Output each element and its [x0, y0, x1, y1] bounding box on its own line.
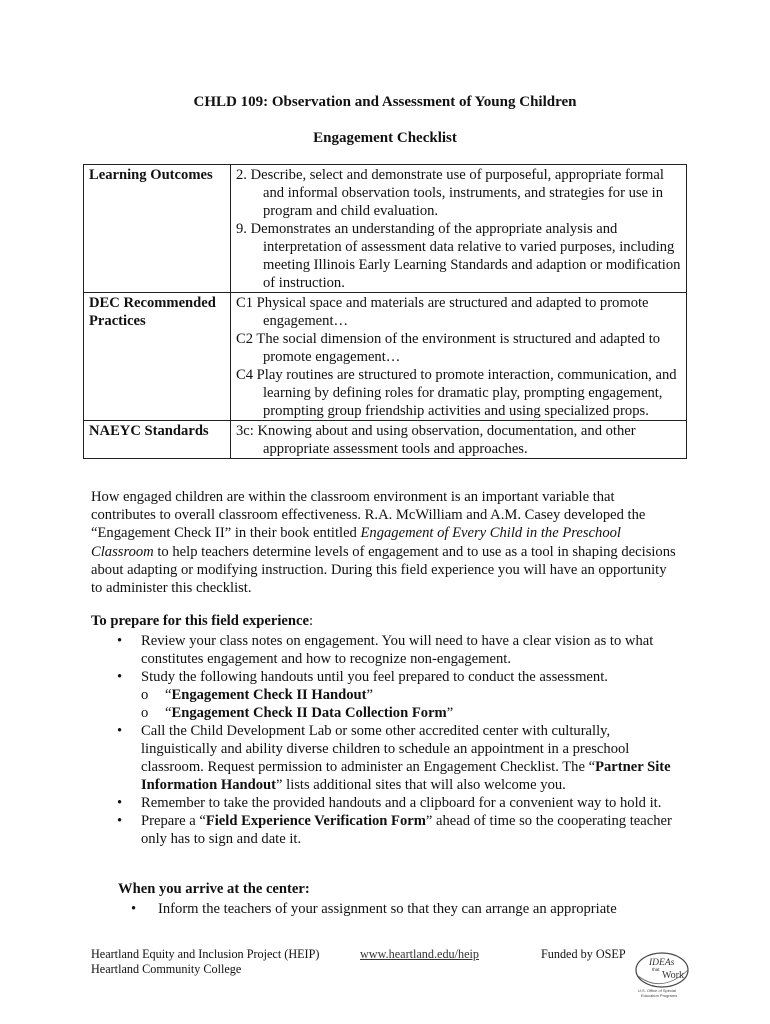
footer-project: Heartland Equity and Inclusion Project (HEIP) — [91, 947, 320, 961]
ideas-logo-icon — [632, 950, 692, 1000]
svg-text:Work: Work — [662, 970, 684, 981]
list-item: • Inform the teachers of your assignment so that they can arrange an appropriate — [131, 901, 617, 917]
footer-link[interactable]: www.heartland.edu/heip — [360, 947, 480, 961]
svg-text:U.S. Office of Special: U.S. Office of Special — [638, 988, 676, 993]
handout-list — [141, 686, 687, 722]
row-content — [231, 165, 687, 293]
bullet-icon: • — [131, 901, 137, 917]
document-subtitle: Engagement Checklist — [313, 130, 457, 146]
row-label: NAEYC Standards — [84, 421, 231, 459]
arrive-list — [131, 900, 671, 918]
table-row — [84, 165, 687, 293]
prepare-list — [117, 632, 687, 848]
bullet-icon: • — [117, 723, 123, 739]
svg-text:Education Programs: Education Programs — [641, 993, 678, 998]
bullet-icon: • — [117, 669, 123, 685]
standards-table — [83, 164, 687, 459]
row-label: DEC Recommended Practices — [84, 293, 231, 421]
circle-bullet-icon: o — [141, 687, 149, 703]
book-title: Engagement of Every Child in the Preschool Classroom — [91, 525, 621, 560]
ideas-that-work-logo — [632, 950, 692, 1000]
prepare-heading: To prepare for this field experience: — [91, 613, 313, 629]
circle-bullet-icon: o — [141, 705, 149, 721]
svg-text:that: that — [652, 967, 660, 972]
list-item: o “Engagement Check II Handout” — [141, 687, 373, 703]
row-item: 9. Demonstrates an understanding of the appropriate analysis and interpretation of assessment data relative to varied purposes, including meeting Illinois Early Learning Standards and adaption or modification of instruction. — [236, 221, 681, 291]
row-item: 2. Describe, select and demonstrate use of purposeful, appropriate formal and informal observation tools, instruments, and strategies for use in program and child evaluation. — [236, 167, 664, 219]
intro-paragraph — [91, 488, 681, 597]
table-row — [84, 421, 687, 459]
row-content — [231, 293, 687, 421]
row-item: C4 Play routines are structured to promote interaction, communication, and learning by defining roles for dramatic play, prompting engagement, prompting group friendship activities and using specialized props. — [236, 367, 677, 419]
row-item: 3c: Knowing about and using observation, documentation, and other appropriate assessment tools and approaches. — [236, 423, 636, 457]
list-item: • Prepare a “Field Experience Verification Form” ahead of time so the cooperating teacher only has to sign and date it. — [117, 813, 672, 847]
intro-text: How engaged children are within the classroom environment is an important variable that contributes to overall classroom effectiveness. R.A. McWilliam and A.M. Casey developed the “Engagement Check II” in their book entitled — [91, 489, 646, 542]
table-row — [84, 293, 687, 421]
arrive-heading: When you arrive at the center: — [118, 881, 310, 897]
list-item: • Review your class notes on engagement. You will need to have a clear vision as to what constitutes engagement and how to recognize non-engagement. — [117, 633, 654, 667]
bullet-icon: • — [117, 633, 123, 649]
list-item: • Call the Child Development Lab or some other accredited center with culturally, linguistically and ability diverse children to schedule an appointment in a preschool classroom. Request permission to administer an Engagement Checklist. The “Partner Site Information Handout” lists additional sites that will also welcome you. — [117, 723, 671, 793]
row-label: Learning Outcomes — [84, 165, 231, 293]
list-item: • Study the following handouts until you feel prepared to conduct the assessment. o “Engagement Check II Handout” o “Engagement Check II Data Collection Form” — [117, 668, 687, 722]
list-item: • Remember to take the provided handouts and a clipboard for a convenient way to hold it. — [117, 795, 662, 811]
document-title: CHLD 109: Observation and Assessment of Young Children — [193, 94, 577, 110]
intro-text: to help teachers determine levels of engagement and to use as a tool in shaping decisions about adapting or modifying instruction. During this field experience you will have an opportunity to administer this checklist. — [91, 543, 676, 597]
row-item: C1 Physical space and materials are structured and adapted to promote engagement… — [236, 295, 649, 329]
list-item: o “Engagement Check II Data Collection Form” — [141, 705, 454, 721]
footer-org — [91, 947, 361, 977]
footer-college: Heartland Community College — [91, 962, 242, 976]
row-item: C2 The social dimension of the environment is structured and adapted to promote engagement… — [236, 331, 661, 365]
bullet-icon: • — [117, 813, 123, 829]
footer-funded: Funded by OSEP — [541, 947, 626, 961]
row-content — [231, 421, 687, 459]
svg-text:IDEAs: IDEAs — [649, 958, 675, 968]
bullet-icon: • — [117, 795, 123, 811]
